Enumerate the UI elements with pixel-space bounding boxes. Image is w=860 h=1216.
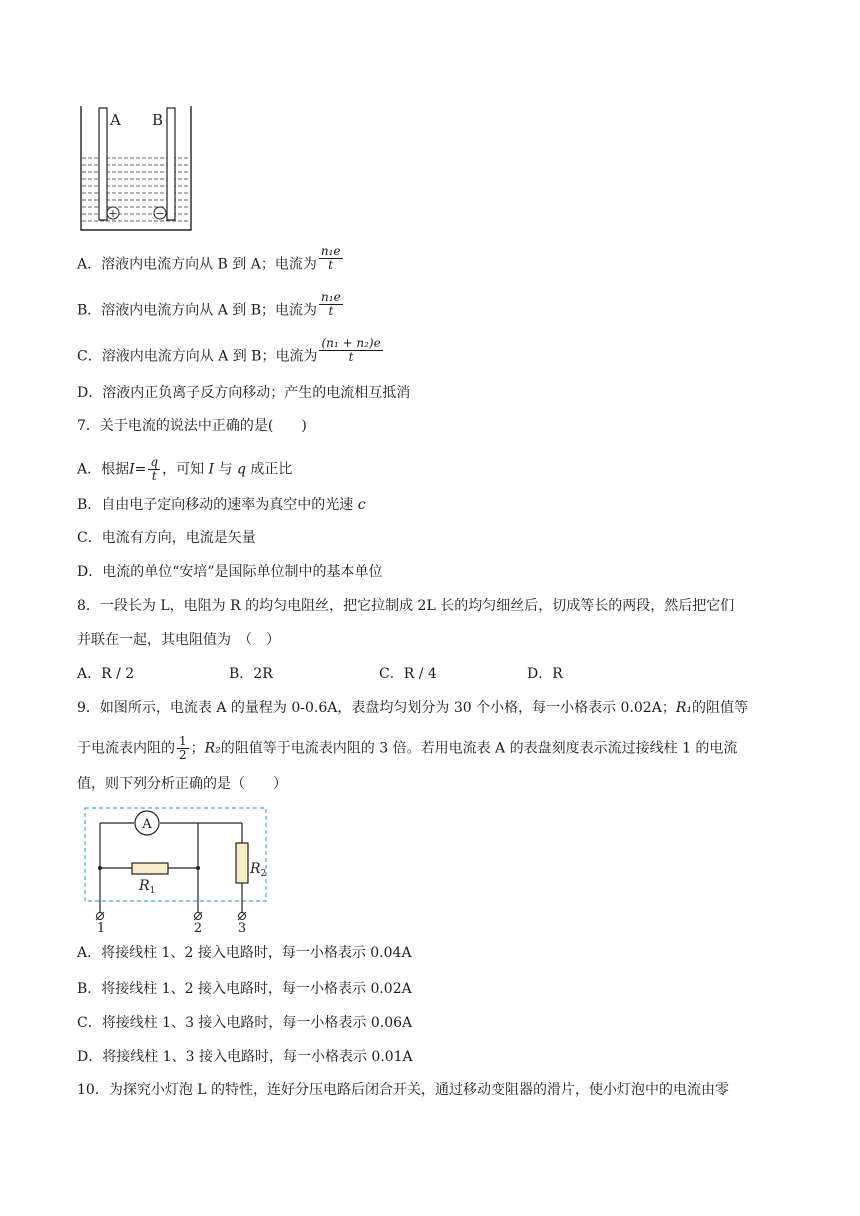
q8-stem-line-2: 并联在一起，其电阻值为 （ ）	[77, 632, 280, 648]
fraction-numerator: n₁e	[320, 244, 341, 258]
q9-stem-text: 的阻值等	[691, 700, 748, 716]
q7-option-c: C．电流有方向，电流是矢量	[77, 530, 256, 546]
electrode-label-b: B	[152, 111, 164, 129]
resistor-r1-symbol: R₁	[675, 700, 692, 716]
fraction-numerator: 1	[179, 734, 187, 748]
q9-stem-line-2	[77, 735, 737, 762]
fraction-denominator: t	[328, 304, 334, 318]
q8-option-a: A．R / 2	[77, 666, 135, 682]
q6-option-b-fraction	[319, 291, 343, 318]
electrode-label-a: A	[110, 111, 121, 129]
q7-option-d: D．电流的单位“安培”是国际单位制中的基本单位	[77, 564, 383, 580]
q9-stem-text: 的阻值等于电流表内阻的 3 倍。若用电流表 A 的表盘刻度表示流过接线柱 1 的电流	[220, 740, 738, 757]
q7-option-a-prefix: A．根据	[77, 461, 130, 478]
terminal-3-label: 3	[237, 921, 247, 933]
fraction-numerator: q	[150, 455, 159, 469]
plus-sign: +	[108, 207, 118, 220]
q8-option-d: D．R	[527, 666, 563, 682]
terminal-2-label: 2	[193, 921, 203, 933]
variable-q: q	[236, 461, 246, 478]
q7-option-b-text: B．自由电子定向移动的速率为真空中的光速	[77, 497, 358, 513]
q6-option-a-fraction	[319, 245, 343, 272]
q9-option-d: D．将接线柱 1、3 接入电路时，每一小格表示 0.01A	[77, 1049, 413, 1065]
q7-option-a-text: 与	[214, 461, 237, 478]
resistor-r2	[236, 843, 248, 883]
resistor-r1	[132, 863, 168, 874]
fraction-denominator: t	[151, 469, 157, 483]
q6-option-a-text: A．溶液内电流方向从 B 到 A；电流为	[77, 256, 317, 273]
r1-label: $R_1$	[139, 878, 156, 896]
fraction-numerator: n₁e	[321, 290, 341, 304]
q9-stem-line-3: 值，则下列分析正确的是（ ）	[77, 776, 287, 792]
q6-option-b-text: B．溶液内电流方向从 A 到 B；电流为	[77, 302, 318, 319]
q9-stem-text: ；	[190, 740, 205, 757]
equals-sign: =	[134, 461, 147, 478]
fraction-numerator: (n₁ + n₂)e	[321, 336, 381, 350]
q7-stem: 7．关于电流的说法中正确的是( )	[77, 418, 307, 434]
q9-stem-line-1	[77, 698, 748, 718]
q6-option-a	[77, 244, 345, 278]
terminal-1-label: 1	[96, 921, 106, 933]
fraction-denominator: 2	[179, 748, 187, 762]
resistor-r2-symbol: R₂	[204, 740, 221, 757]
ammeter-label: A	[142, 817, 152, 832]
q8-stem-line-1: 8．一段长为 L，电阻为 R 的均匀电阻丝，把它拉制成 2L 长的均匀细丝后，切成等长的两段，然后把它们	[77, 598, 735, 614]
q9-option-b: B．将接线柱 1、2 接入电路时，每一小格表示 0.02A	[77, 981, 412, 997]
q7-option-b	[77, 495, 366, 515]
variable-i: I	[208, 461, 215, 478]
q6-option-c-text: C．溶液内电流方向从 A 到 B；电流为	[77, 348, 318, 365]
q8-options	[77, 664, 563, 684]
minus-sign: −	[155, 207, 165, 220]
variable-i: I	[129, 461, 135, 478]
fraction-denominator: t	[328, 258, 334, 272]
q9-option-c: C．将接线柱 1、3 接入电路时，每一小格表示 0.06A	[77, 1015, 413, 1031]
q6-option-c	[77, 336, 385, 370]
q7-option-a	[77, 456, 292, 483]
q9-option-a: A．将接线柱 1、2 接入电路时，每一小格表示 0.04A	[77, 945, 412, 961]
fraction-denominator: t	[348, 350, 354, 364]
q7-option-a-text: ，可知	[162, 461, 209, 478]
q10-stem: 10．为探究小灯泡 L 的特性，连好分压电路后闭合开关，通过移动变阻器的滑片，使小灯泡中的电流由零	[77, 1082, 730, 1098]
variable-c: c	[357, 497, 366, 513]
q9-stem-text: 于电流表内阻的	[77, 740, 175, 757]
r2-label: $R_2$	[250, 861, 267, 879]
q7-fraction	[148, 456, 160, 483]
one-half-fraction	[177, 735, 189, 762]
circuit-diagram	[82, 805, 274, 933]
q8-option-b: B．2R	[229, 666, 273, 682]
q8-option-c: C．R / 4	[379, 666, 437, 682]
q6-option-d: D．溶液内正负离子反方向移动；产生的电流相互抵消	[77, 385, 411, 401]
q9-stem-text: 9．如图所示，电流表 A 的量程为 0-0.6A，表盘均匀划分为 30 个小格，每一小格表示 0.02A；	[77, 700, 676, 716]
electrolysis-figure	[80, 106, 195, 234]
q6-option-c-fraction	[319, 337, 382, 364]
q6-option-b	[77, 290, 345, 324]
q7-option-a-text: 成正比	[245, 461, 293, 478]
